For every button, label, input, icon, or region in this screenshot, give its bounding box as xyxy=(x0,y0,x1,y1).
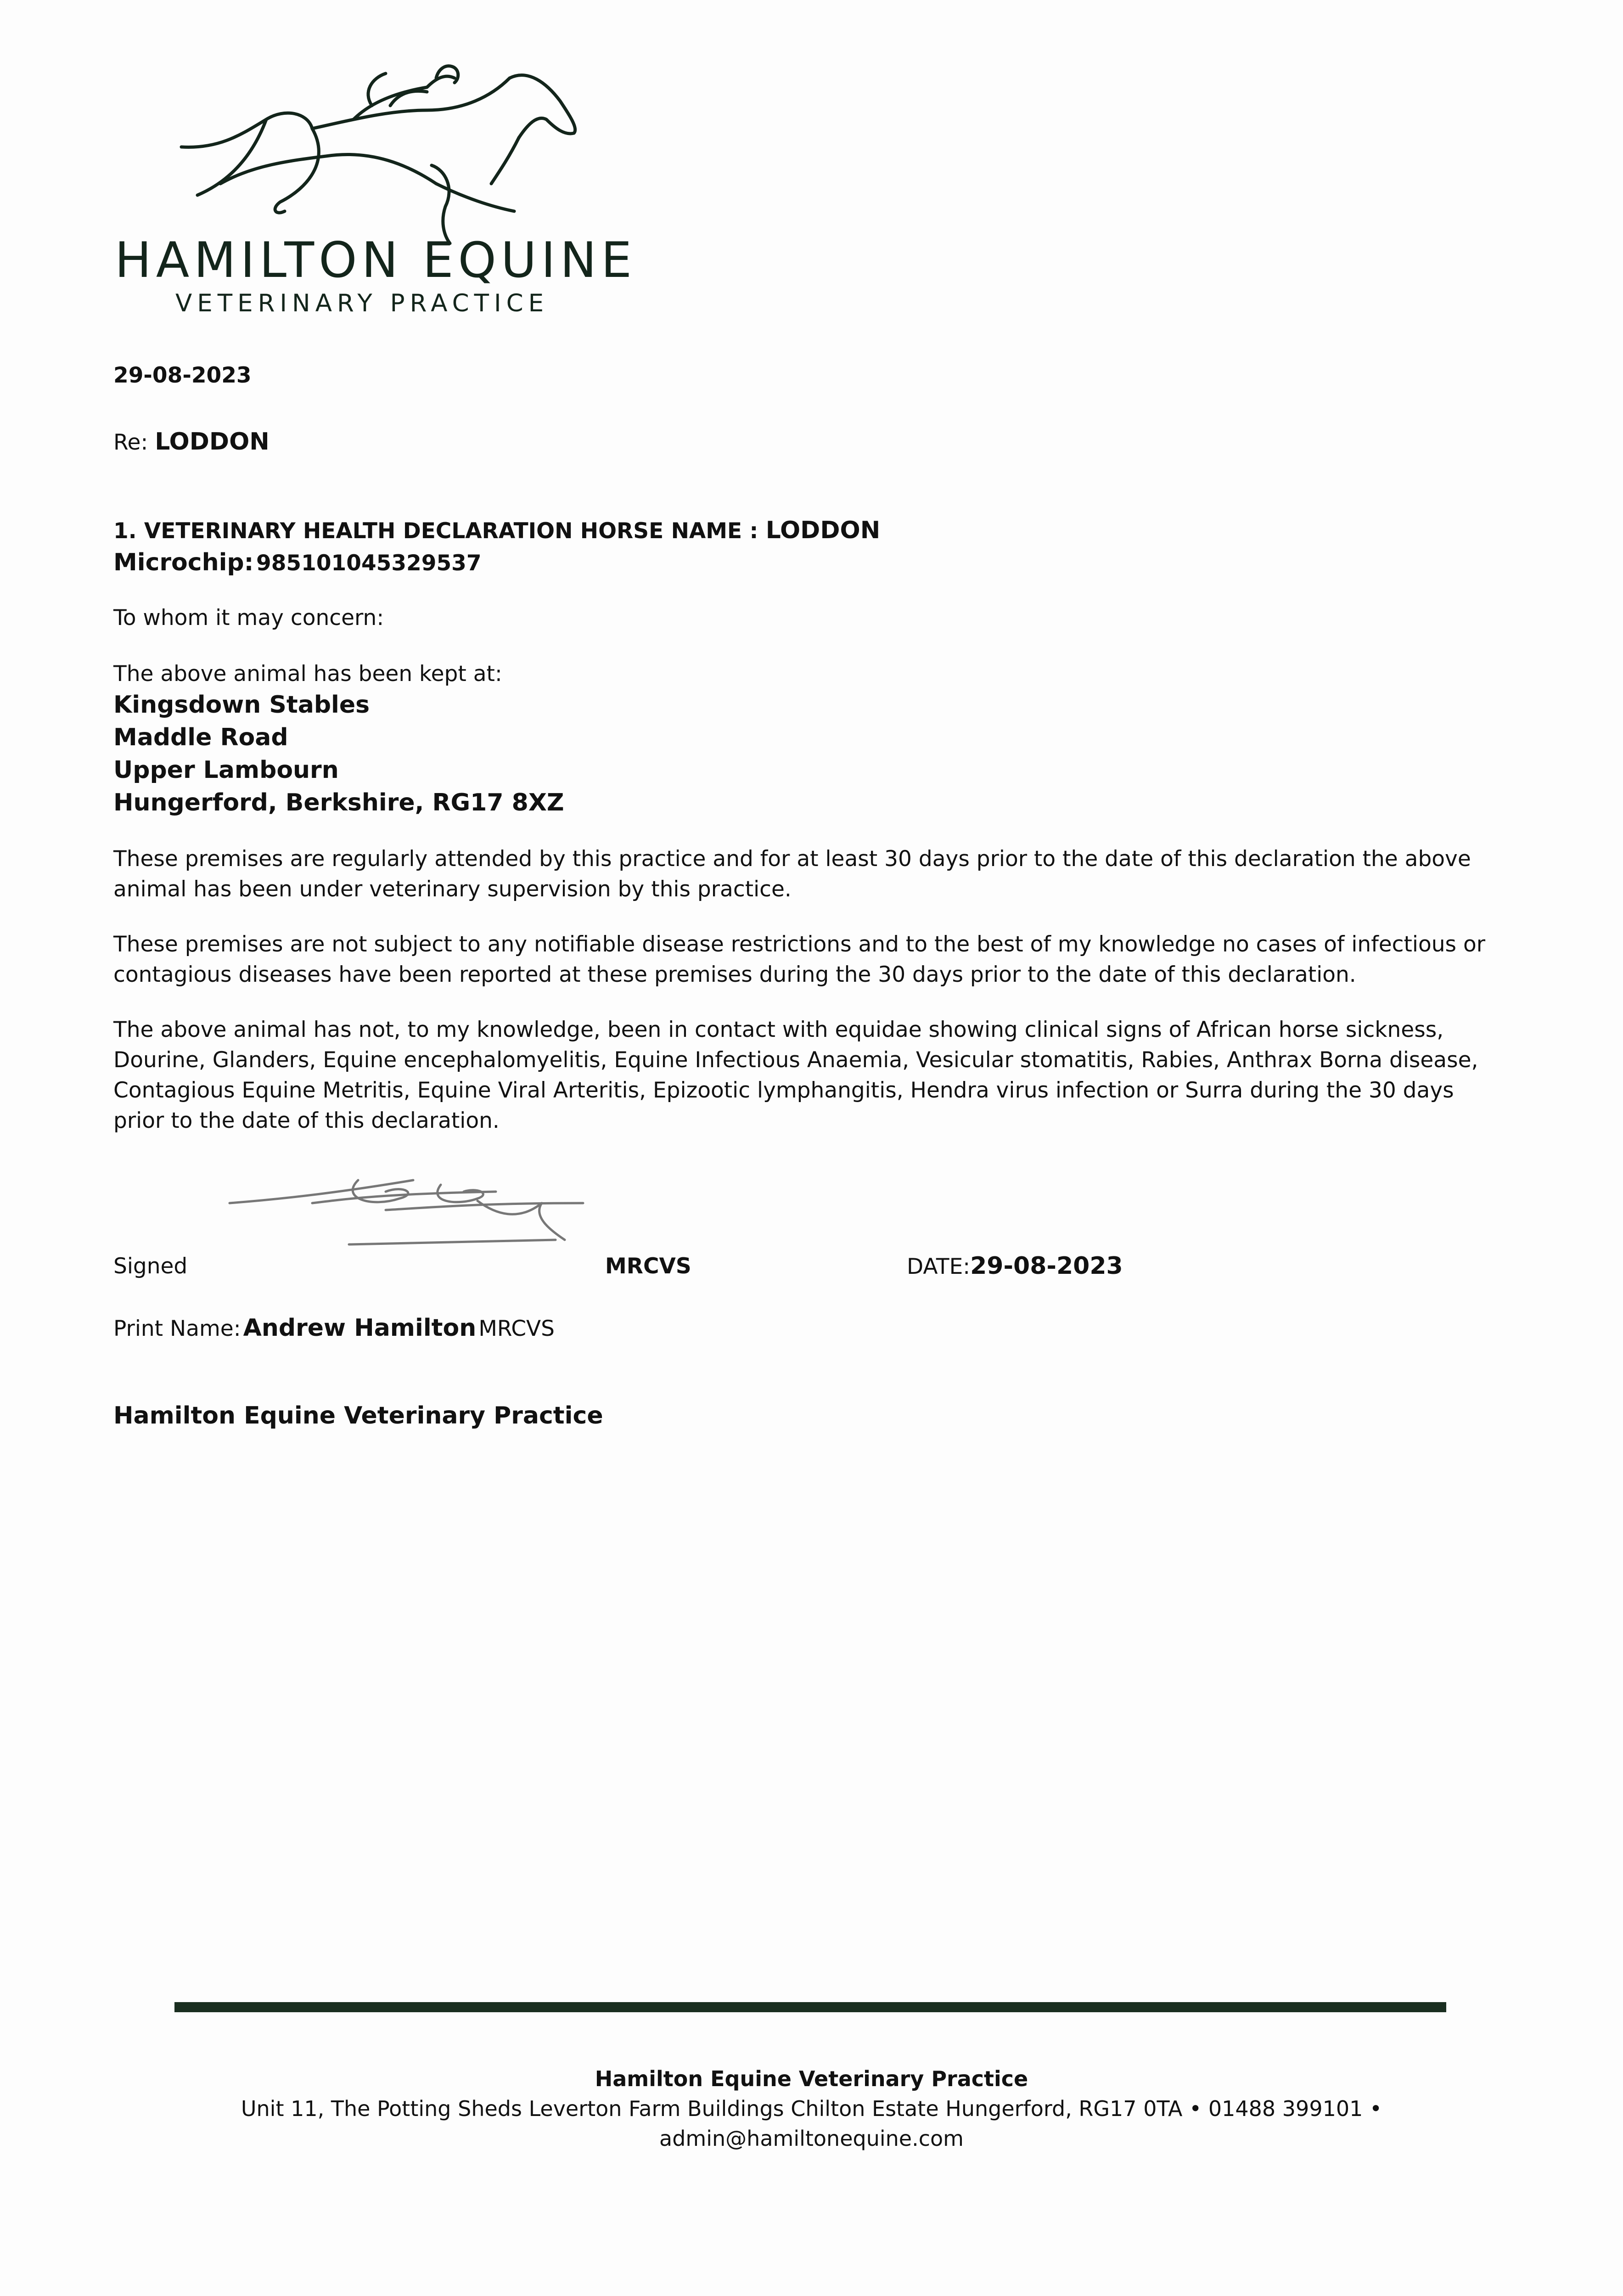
print-name-line xyxy=(113,1314,555,1342)
footer-divider xyxy=(174,2002,1446,2012)
re-horse-name: LODDON xyxy=(155,428,270,456)
declaration-heading-prefix: 1. VETERINARY HEALTH DECLARATION HORSE NAME : xyxy=(113,518,758,544)
footer-email: admin@hamiltonequine.com xyxy=(659,2126,964,2151)
address-line: Kingsdown Stables xyxy=(113,691,370,719)
signed-label: Signed xyxy=(113,1254,188,1279)
letter-date: 29-08-2023 xyxy=(113,363,252,388)
microchip-label: Microchip: xyxy=(113,549,254,576)
declaration-heading xyxy=(113,517,880,544)
logo-wordmark-subtitle: VETERINARY PRACTICE xyxy=(175,289,549,317)
paragraph-supervision: These premises are regularly attended by this practice and for at least 30 days prior to the date of this declaration the above animal has been under veterinary supervision by this practice. xyxy=(113,846,1471,902)
logo-wordmark-title: HAMILTON EQUINE xyxy=(115,232,637,288)
footer-address: Unit 11, The Potting Sheds Leverton Farm Buildings Chilton Estate Hungerford, RG17 0TA • 01488 399101 • xyxy=(241,2096,1382,2121)
signature-date-line xyxy=(907,1252,1123,1280)
salutation: To whom it may concern: xyxy=(113,605,384,630)
paragraph-restrictions: These premises are not subject to any notifiable disease restrictions and to the best of my knowledge no cases of infectious or contagious diseases have been reported at these premises during the 30 days prior to the date of this declaration. xyxy=(113,932,1486,987)
microchip-number: 985101045329537 xyxy=(256,551,482,576)
address-line: Maddle Road xyxy=(113,724,288,751)
print-name-label: Print Name: xyxy=(113,1316,241,1341)
microchip-line xyxy=(113,549,482,576)
print-name-value: Andrew Hamilton xyxy=(243,1314,477,1342)
address-line: Upper Lambourn xyxy=(113,756,339,784)
re-label: Re: xyxy=(113,430,148,455)
kept-at-intro: The above animal has been kept at: xyxy=(113,661,502,687)
date-label: DATE: xyxy=(907,1254,971,1279)
practice-name: Hamilton Equine Veterinary Practice xyxy=(113,1402,603,1429)
declaration-horse-name: LODDON xyxy=(765,517,881,544)
print-name-suffix: MRCVS xyxy=(478,1316,555,1341)
footer-practice-name: Hamilton Equine Veterinary Practice xyxy=(595,2066,1028,2091)
paragraph-disease-contact: The above animal has not, to my knowledge, been in contact with equidae showing clinical signs of African horse sickness, Dourine, Glanders, Equine encephalomyelitis, Equine Infectious Anaemia, Vesicular stomatitis, Rabies, Anthrax Borna disease, Contagious Equine Metritis, Equine Viral Arteritis, Epizootic lymphangitis, Hendra virus infection or Surra during the 30 days prior to the date of this declaration. xyxy=(113,1017,1478,1133)
address-line: Hungerford, Berkshire, RG17 8XZ xyxy=(113,789,564,816)
signature-date: 29-08-2023 xyxy=(970,1252,1123,1280)
signature-mrcvs: MRCVS xyxy=(605,1254,691,1279)
re-line xyxy=(113,428,270,456)
signature-image xyxy=(220,1171,588,1254)
